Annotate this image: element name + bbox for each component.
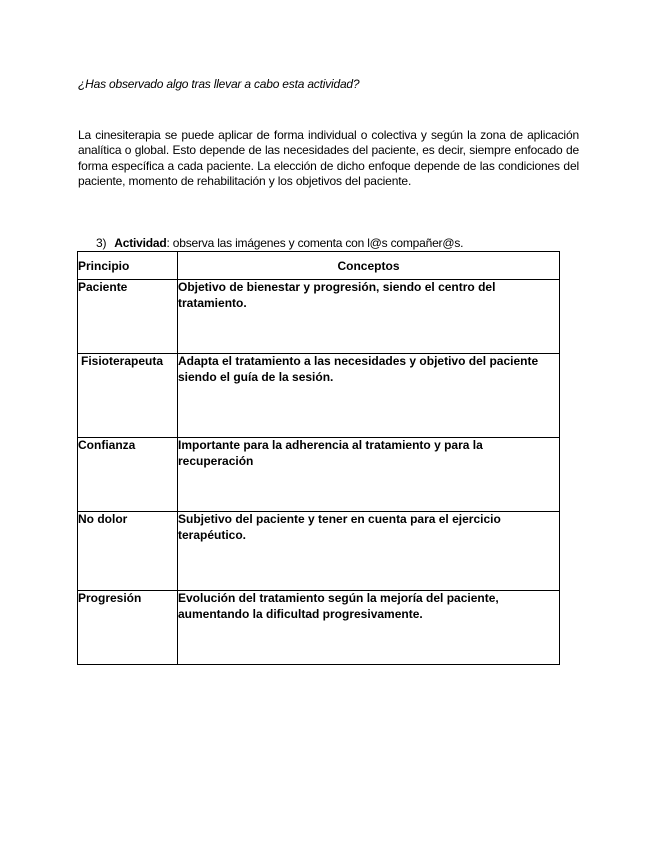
concept-cell: Subjetivo del paciente y tener en cuenta para el ejercicio terapéutico. [178, 512, 560, 591]
table-row [78, 354, 560, 438]
concept-cell: Importante para la adherencia al tratamiento y para la recuperación [178, 438, 560, 512]
activity-instruction [96, 236, 463, 250]
table-header-row [78, 252, 560, 280]
activity-number: 3) [96, 236, 107, 250]
activity-text: : observa las imágenes y comenta con l@s compañer@s. [166, 236, 464, 250]
cinesiterapia-paragraph: La cinesiterapia se puede aplicar de forma individual o colectiva y según la zona de aplicación analítica o global. Esto depende de las necesidades del paciente, es decir, siempre enfocado de forma específica a cada paciente. La elección de dicho enfoque depende de las condiciones del paciente, momento de rehabilitación y los objetivos del paciente. [78, 128, 579, 188]
table-row [78, 591, 560, 665]
table-row [78, 512, 560, 591]
reflection-question: ¿Has observado algo tras llevar a cabo esta actividad? [78, 77, 360, 91]
table-row [78, 280, 560, 354]
activity-label: Actividad [114, 236, 167, 250]
concept-cell: Adapta el tratamiento a las necesidades y objetivo del paciente siendo el guía de la sesión. [178, 354, 560, 438]
principle-cell: Fisioterapeuta [78, 354, 178, 438]
header-conceptos: Conceptos [178, 252, 560, 280]
concept-cell: Objetivo de bienestar y progresión, siendo el centro del tratamiento. [178, 280, 560, 354]
principles-table [77, 251, 560, 665]
principle-cell: No dolor [78, 512, 178, 591]
header-principio: Principio [78, 252, 178, 280]
principle-cell: Paciente [78, 280, 178, 354]
table-row [78, 438, 560, 512]
principle-cell: Confianza [78, 438, 178, 512]
principle-cell: Progresión [78, 591, 178, 665]
concept-cell: Evolución del tratamiento según la mejoría del paciente, aumentando la dificultad progresivamente. [178, 591, 560, 665]
